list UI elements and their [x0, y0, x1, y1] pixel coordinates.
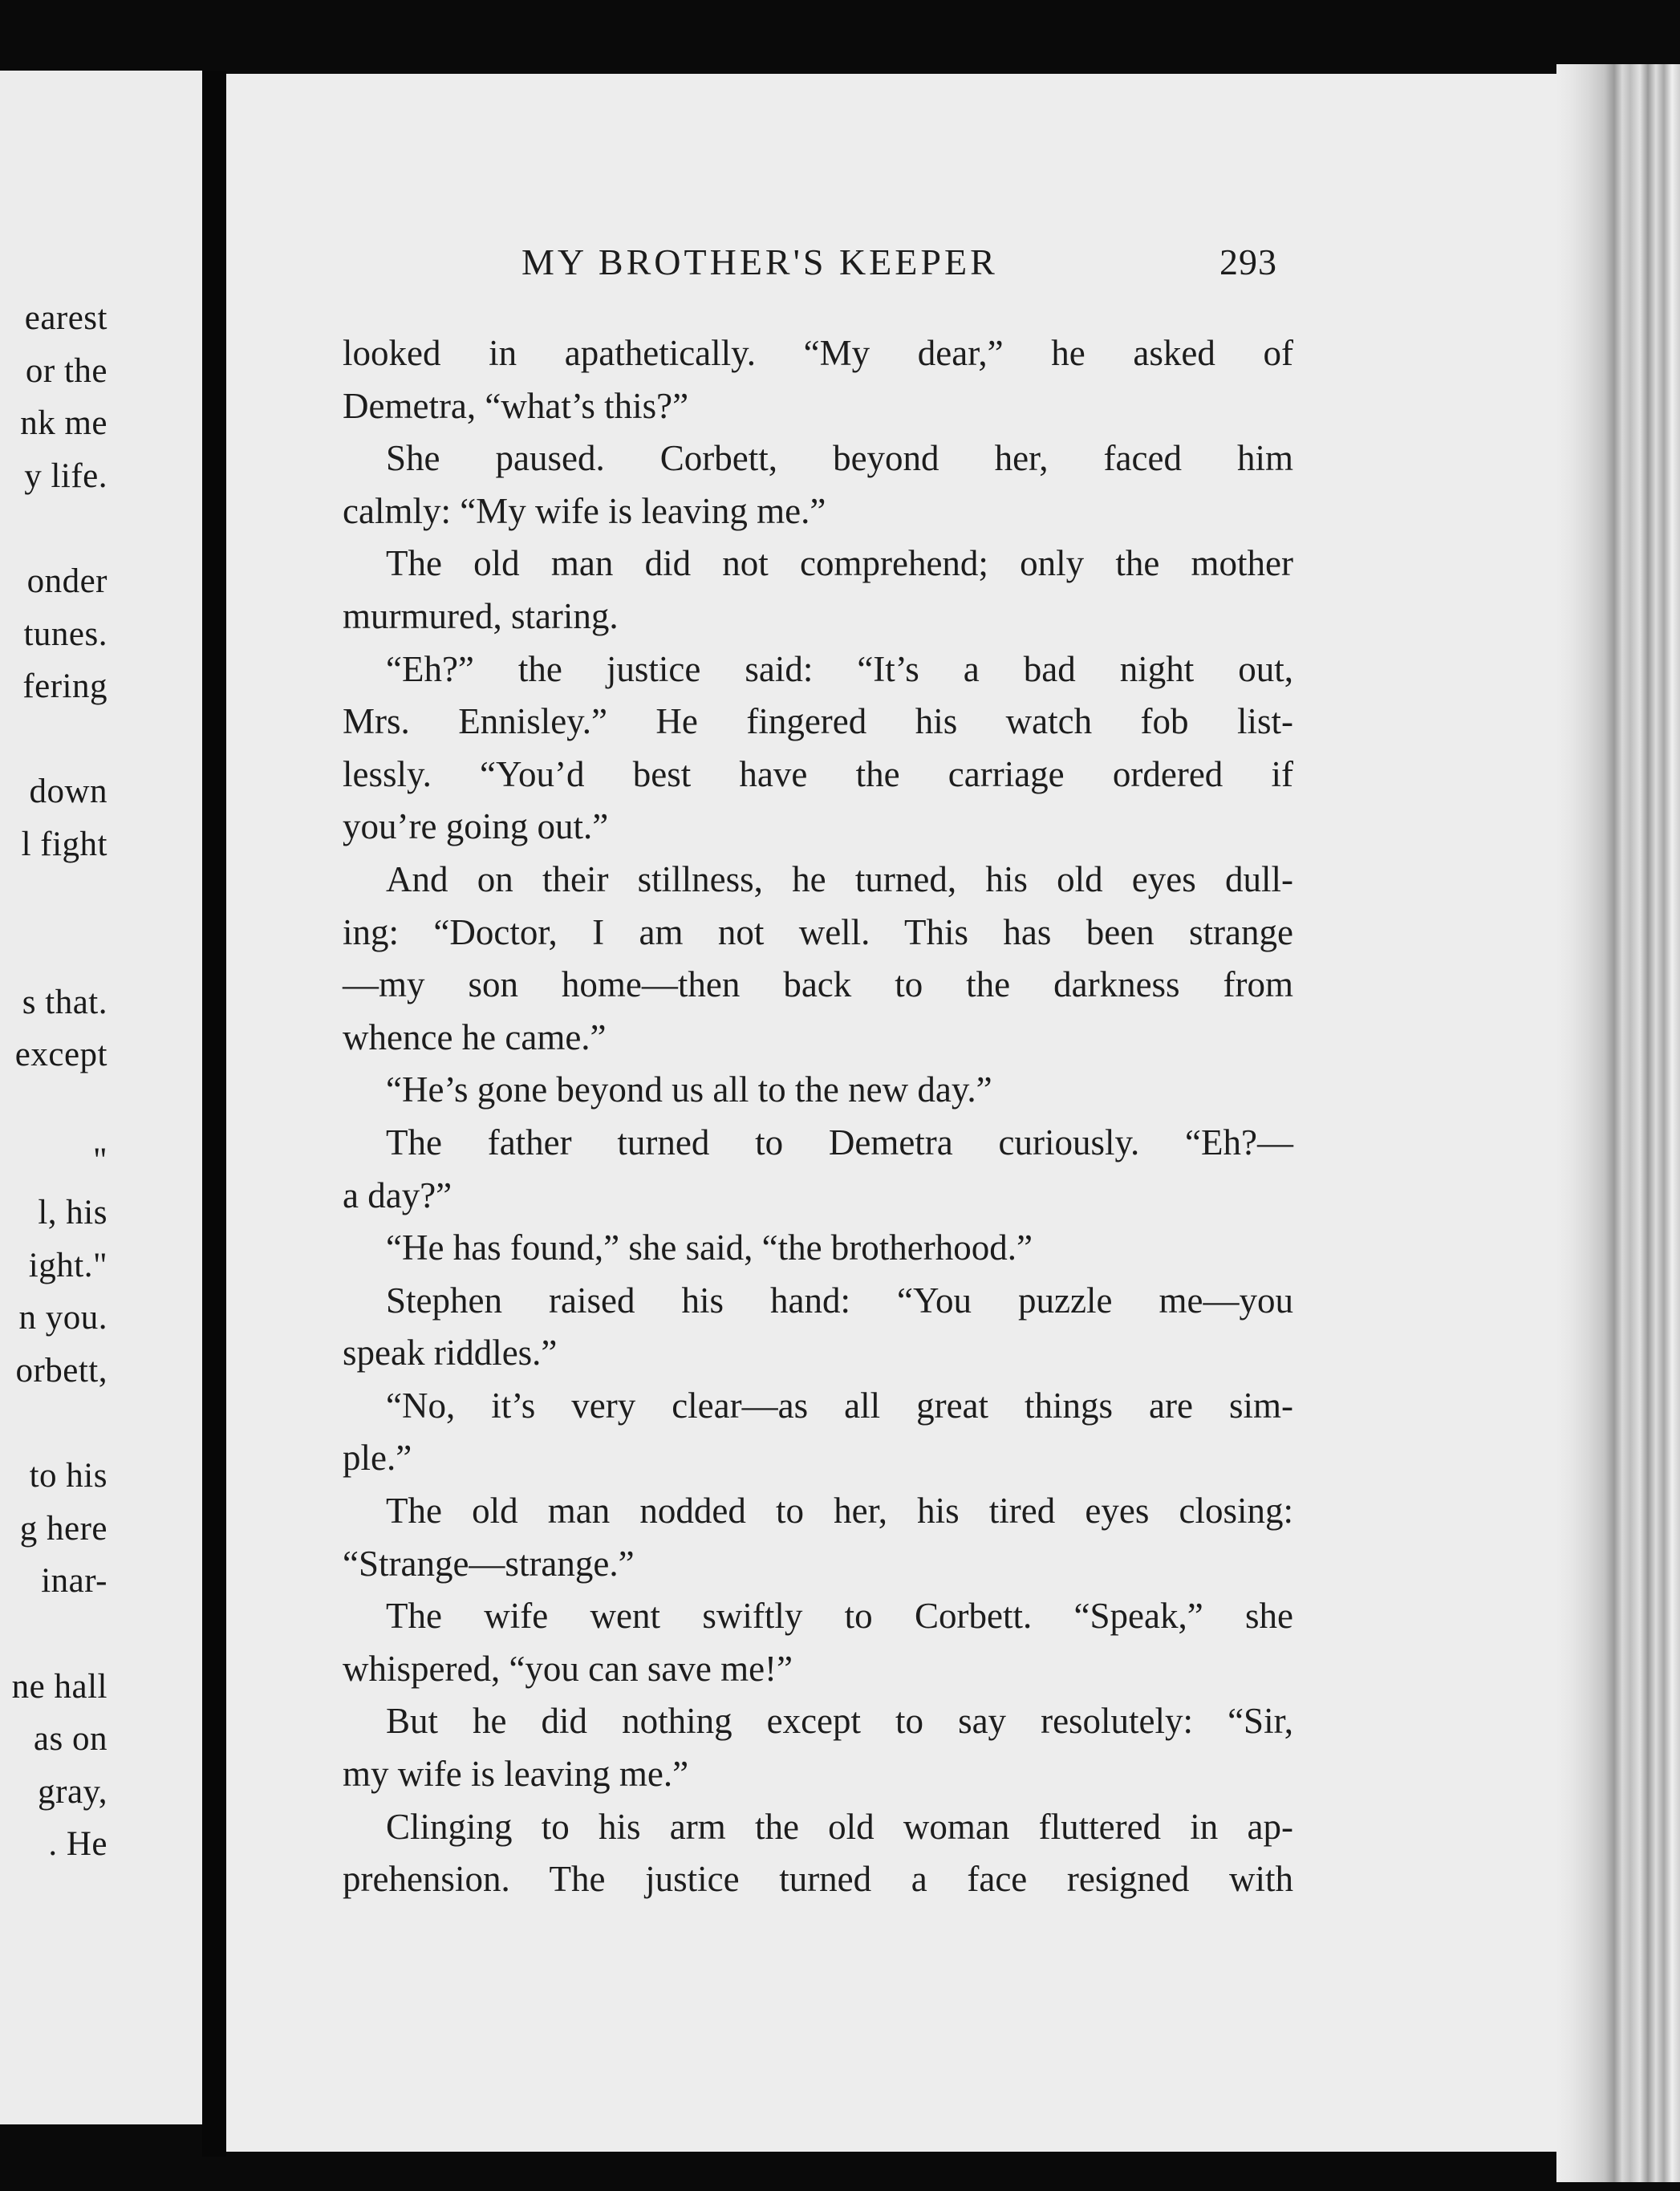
left-page-line: s that. — [22, 983, 108, 1021]
left-page-line: gray, — [38, 1772, 108, 1811]
text-line: The wife went swiftly to Corbett. “Speak,” she — [386, 1596, 1293, 1637]
left-page-line: . He — [48, 1825, 108, 1864]
text-line: Clinging to his arm the old woman fluttered in ap- — [386, 1806, 1293, 1847]
left-page-line: earest — [24, 299, 108, 337]
text-line: murmured, staring. — [343, 595, 619, 636]
text-line: speak riddles.” — [343, 1333, 558, 1373]
left-page-line: inar- — [41, 1562, 108, 1601]
left-page-line: l fight — [21, 826, 108, 863]
left-page-line: ight." — [28, 1246, 108, 1284]
text-line: “He has found,” she said, “the brotherhood.” — [386, 1227, 1033, 1268]
page-edges — [1556, 64, 1680, 2182]
left-page-line: except — [14, 1036, 108, 1074]
left-page-line: tunes. — [23, 615, 108, 653]
text-line: ple.” — [343, 1438, 412, 1479]
text-line: calmly: “My wife is leaving me.” — [343, 490, 826, 531]
left-page-line: fering — [22, 667, 108, 706]
text-line: “Eh?” the justice said: “It’s a bad night out, — [386, 648, 1293, 689]
page-header — [521, 241, 1300, 289]
left-page-line: y life. — [24, 456, 108, 495]
text-line: my wife is leaving me.” — [343, 1754, 689, 1795]
text-line: “No, it’s very clear—as all great things are sim- — [386, 1385, 1293, 1426]
text-line: The old man nodded to her, his tired eyes closing: — [386, 1491, 1293, 1532]
left-page-line: onder — [26, 562, 108, 600]
left-page-line: orbett, — [15, 1352, 108, 1390]
text-line: The old man did not comprehend; only the mother — [386, 543, 1293, 584]
text-line: “He’s gone beyond us all to the new day.” — [386, 1069, 992, 1110]
text-line: you’re going out.” — [343, 806, 609, 847]
text-line: She paused. Corbett, beyond her, faced him — [386, 438, 1293, 479]
text-line: —my son home—then back to the darkness from — [343, 964, 1293, 1005]
text-line: The father turned to Demetra curiously. “Eh?— — [386, 1122, 1293, 1162]
text-line: whence he came.” — [343, 1016, 607, 1057]
page-body-text — [343, 327, 1293, 1906]
text-line: lessly. “You’d best have the carriage ordered if — [343, 753, 1293, 794]
left-page-line: ne hall — [11, 1667, 108, 1706]
book-binding-gutter — [202, 71, 226, 2157]
page-number: 293 — [1219, 241, 1277, 282]
text-line: Demetra, “what’s this?” — [343, 385, 689, 426]
left-page-line: l, his — [38, 1194, 108, 1232]
text-line: ing: “Doctor, I am not well. This has been strange — [343, 911, 1293, 952]
previous-page-fragment — [0, 71, 207, 2124]
left-page-line: g here — [19, 1509, 108, 1548]
text-line: Stephen raised his hand: “You puzzle me—you — [386, 1280, 1293, 1321]
running-title: MY BROTHER'S KEEPER — [521, 241, 998, 282]
text-line: prehension. The justice turned a face resigned with — [343, 1859, 1293, 1900]
left-page-line: " — [92, 1141, 108, 1179]
text-line: And on their stillness, he turned, his old eyes dull- — [386, 858, 1293, 899]
left-page-line: n you. — [18, 1299, 108, 1337]
left-page-line: as on — [33, 1720, 108, 1759]
text-line: looked in apathetically. “My dear,” he asked of — [343, 333, 1293, 373]
text-line: “Strange—strange.” — [343, 1543, 635, 1584]
left-page-line: to his — [29, 1457, 108, 1495]
text-line: a day?” — [343, 1175, 452, 1215]
left-page-line: or the — [25, 351, 108, 390]
text-line: But he did nothing except to say resolutely: “Sir, — [386, 1701, 1293, 1742]
text-line: whispered, “you can save me!” — [343, 1648, 793, 1689]
text-line: Mrs. Ennisley.” He fingered his watch fob list- — [343, 701, 1293, 742]
left-page-line: nk me — [20, 404, 108, 443]
left-page-line: down — [29, 773, 108, 811]
